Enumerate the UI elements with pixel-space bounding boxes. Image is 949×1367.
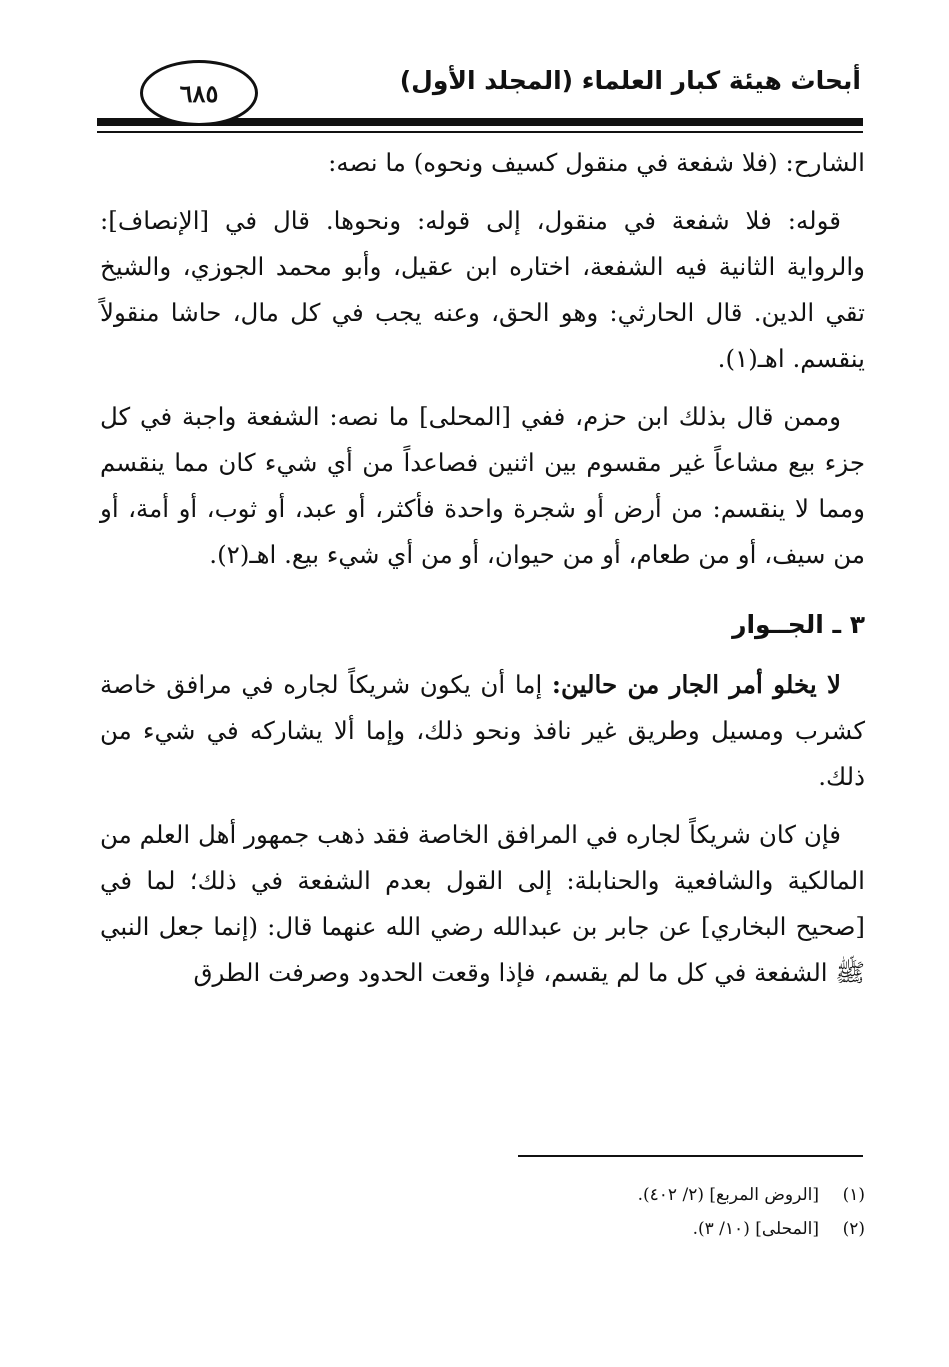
paragraph-neighbor: [100, 662, 865, 800]
footnote-rule: [518, 1155, 863, 1157]
paragraph-commentary-quote: الشارح: (فلا شفعة في منقول كسيف ونحوه) ما نصه:: [328, 148, 865, 177]
footnote-number: (١): [842, 1185, 865, 1205]
section-heading: ٣ ـ الجــوار: [732, 610, 865, 639]
page-number: ٦٨٥: [140, 60, 258, 126]
footnote-1: [638, 1178, 865, 1212]
running-title: أبحاث هيئة كبار العلماء (المجلد الأول): [399, 66, 861, 95]
footnote-text: [المحلى] (١٠/ ٣).: [692, 1219, 819, 1239]
footnote-text: [الروض المربع] (٢/ ٤٠٢).: [637, 1185, 819, 1205]
body-text: [100, 140, 865, 996]
paragraph-insaf: قوله: فلا شفعة في منقول، إلى قوله: ونحوها. قال في [الإنصاف]: والرواية الثانية فيه الشفعة، اختاره ابن عقيل، وأبو محمد الجوزي، والشيخ تقي الدين. قال الحارثي: وهو الحق، وعنه يجب في كل مال، حاشا منقولاً ينقسم. اهـ(١).: [100, 206, 865, 373]
paragraph-majority-view: فإن كان شريكاً لجاره في المرافق الخاصة فقد ذهب جمهور أهل العلم من المالكية والشافعية والحنابلة: إلى القول بعدم الشفعة في ذلك؛ لما في [صحيح البخاري] عن جابر بن عبدالله رضي الله عنهما قال: (إنما جعل النبي ﷺ الشفعة في كل ما لم يقسم، فإذا وقعت الحدود وصرفت الطرق: [100, 820, 865, 987]
footnotes: [638, 1178, 865, 1246]
footnote-2: [638, 1212, 865, 1246]
paragraph-ibn-hazm: وممن قال بذلك ابن حزم، ففي [المحلى] ما نصه: الشفعة واجبة في كل جزء بيع مشاعاً غير مقسوم بين اثنين فصاعداً من أي شيء كان مما ينقسم ومما لا ينقسم: من أرض أو شجرة واحدة فأكثر، أو عبد، أو ثوب، أو أمة، أو من سيف، أو من طعام، أو من حيوان، أو من أي شيء بيع. اهـ(٢).: [100, 402, 865, 569]
paragraph-lead-text: لا يخلو أمر الجار من حالين:: [551, 670, 841, 699]
footnote-number: (٢): [842, 1219, 865, 1239]
paragraph-rest-text: إما أن يكون شريكاً لجاره في مرافق خاصة كشرب ومسيل وطريق غير نافذ ونحو ذلك، وإما ألا يشاركه في شيء من ذلك.: [100, 670, 865, 791]
header-rule-thin: [97, 131, 863, 133]
